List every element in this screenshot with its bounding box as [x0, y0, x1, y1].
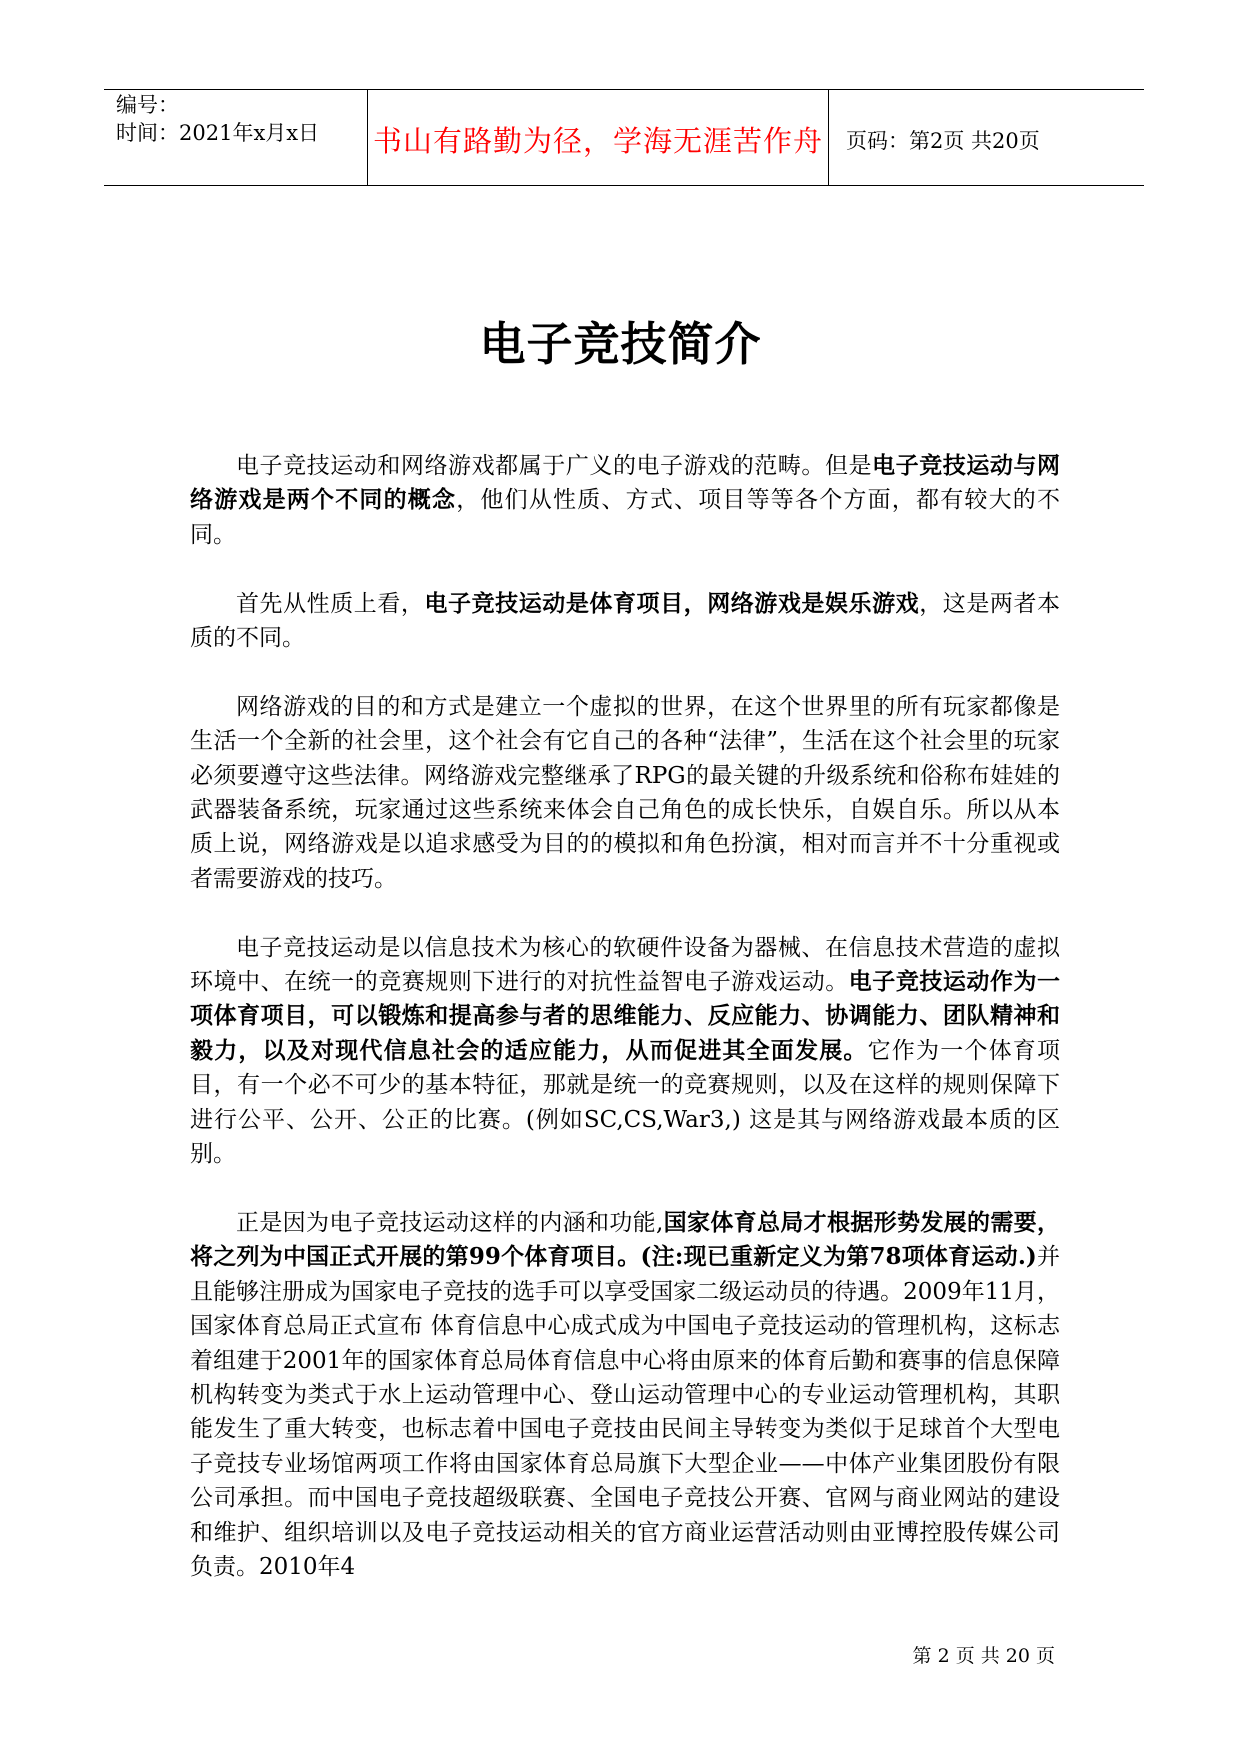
- paragraph-3: 网络游戏的目的和方式是建立一个虚拟的世界，在这个世界里的所有玩家都像是生活一个全新的社会里，这个社会有它自己的各种“法律”，生活在这个社会里的玩家必须要遵守这些法律。网络游戏完整继承了RPG的最关键的升级系统和俗称布娃娃的武器装备系统，玩家通过这些系统来体会自己角色的成长快乐，自娱自乐。所以从本质上说，网络游戏是以追求感受为目的的模拟和角色扮演，相对而言并不十分重视或者需要游戏的技巧。: [190, 693, 1060, 892]
- p4-text-1: 电子竞技运动是以信息技术为核心的软硬件设备为器械、在信息技术营造的虚拟环境中、在统一的竞赛规则下进行的对抗性益智电子游戏运动。: [190, 934, 1060, 996]
- p1-text-2: ，他们从性质、方式、项目等等各个方面，都有较大的不同。: [190, 487, 1061, 548]
- paragraph-5: [190, 1206, 1060, 1584]
- header-motto-cell: [368, 90, 829, 185]
- header-page-info: 页码：第2页 共20页: [846, 128, 1040, 153]
- p5-text-2: 并且能够注册成为国家电子竞技的选手可以享受国家二级运动员的待遇。2009年11月，国家体育总局正式宣布 体育信息中心成式成为中国电子竞技运动的管理机构，这标志着组建于2001年的国家体育总局体育信息中心将由原来的体育后勤和赛事的信息保障机构转变为类式于水上运动管理中心、登山运动管理中心的专业运动管理机构，其职能发生了重大转变，也标志着中国电子竞技由民间主导转变为类似于足球首个大型电子竞技专业场馆两项工作将由国家体育总局旗下大型企业——中体产业集团股份有限公司承担。而中国电子竞技超级联赛、全国电子竞技公开赛、官网与商业网站的建设和维护、组织培训以及电子竞技运动相关的官方商业运营活动则由亚博控股传媒公司负责。2010年4: [190, 1244, 1061, 1580]
- p1-bold-text: 电子竞技运动与网络游戏是两个不同的概念: [190, 452, 1061, 514]
- p2-text-1: 首先从性质上看，: [236, 590, 425, 617]
- serial-number-label: 编号：: [116, 93, 179, 117]
- paragraph-2: [190, 587, 1060, 656]
- document-title: 电子竞技简介: [479, 317, 762, 371]
- p5-text-1: 正是因为电子竞技运动这样的内涵和功能,: [236, 1209, 664, 1236]
- p4-text-2: 它作为一个体育项目，有一个必不可少的基本特征，那就是统一的竞赛规则，以及在这样的规则保障下进行公平、公开、公正的比赛。(例如SC,CS,War3,) 这是其与网络游戏最本质的区别。: [190, 1037, 1061, 1168]
- page-footer-number: 第 2 页 共 20 页: [912, 1645, 1055, 1667]
- motto-text: 书山有路勤为径，学海无涯苦作舟: [372, 124, 823, 158]
- p2-bold-text: 电子竞技运动是体育项目，网络游戏是娱乐游戏: [424, 589, 920, 617]
- time-label: 时间：2021年x月x日: [116, 121, 320, 145]
- p2-text-2: ，这是两者本质的不同。: [190, 590, 1061, 652]
- paragraph-1: [190, 449, 1060, 552]
- p5-bold-text: 国家体育总局才根据形势发展的需要，将之列为中国正式开展的第99个体育项目。(注:现已重新定义为第78项体育运动.): [190, 1208, 1061, 1271]
- p4-bold-text: 电子竞技运动作为一项体育项目，可以锻炼和提高参与者的思维能力、反应能力、协调能力、团队精神和毅力，以及对现代信息社会的适应能力，从而促进其全面发展。: [190, 968, 1061, 1064]
- document-body: [190, 449, 1060, 1619]
- page-header: [104, 89, 1144, 186]
- paragraph-4: [190, 931, 1060, 1172]
- p1-text-1: 电子竞技运动和网络游戏都属于广义的电子游戏的范畴。但是: [236, 453, 873, 479]
- header-meta-cell: [104, 90, 368, 185]
- header-page-cell: [829, 90, 1144, 185]
